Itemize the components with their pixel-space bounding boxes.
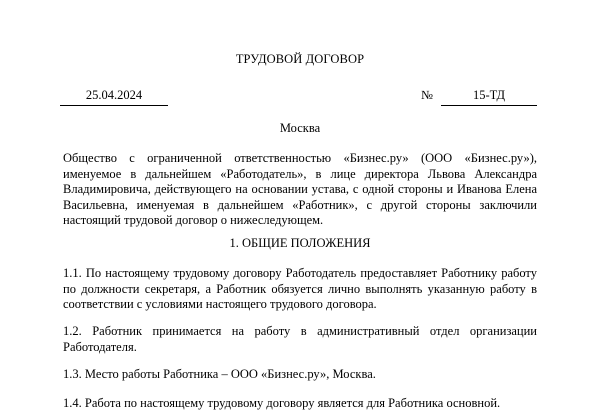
section-heading-general-provisions: 1. ОБЩИЕ ПОЛОЖЕНИЯ <box>229 236 371 250</box>
contract-date-field <box>60 88 168 106</box>
clause-1-2: 1.2. Работник принимается на работу в административный отдел организации Работодателя. <box>63 324 537 354</box>
number-symbol: № <box>421 88 433 102</box>
number-underline <box>441 105 537 106</box>
contract-number-field <box>441 88 537 106</box>
clause-1-1: 1.1. По настоящему трудовому договору Работодатель предоставляет Работнику работу по должности секретаря, а Работник обязуется лично выполнять указанную работу в соответствии с условиями настоящего трудового договора. <box>63 266 537 311</box>
intro-paragraph: Общество с ограниченной ответственностью «Бизнес.ру» (ООО «Бизнес.ру»), именуемое в дальнейшем «Работодатель», в лице директора Львова Александра Владимировича, действующего на основании устава, с одной стороны и Иванова Елена Васильевна, именуемая в дальнейшем «Работник», с другой стороны заключили настоящий трудовой договор о нижеследующем. <box>63 151 537 227</box>
clause-1-3: 1.3. Место работы Работника – ООО «Бизнес.ру», Москва. <box>63 367 376 381</box>
date-underline <box>60 105 168 106</box>
contract-date: 25.04.2024 <box>85 88 143 102</box>
contract-number: 15-ТД <box>472 88 506 102</box>
contract-city: Москва <box>279 121 321 135</box>
document-title: ТРУДОВОЙ ДОГОВОР <box>235 52 365 66</box>
clause-1-4: 1.4. Работа по настоящему трудовому договору является для Работника основной. <box>63 396 501 410</box>
